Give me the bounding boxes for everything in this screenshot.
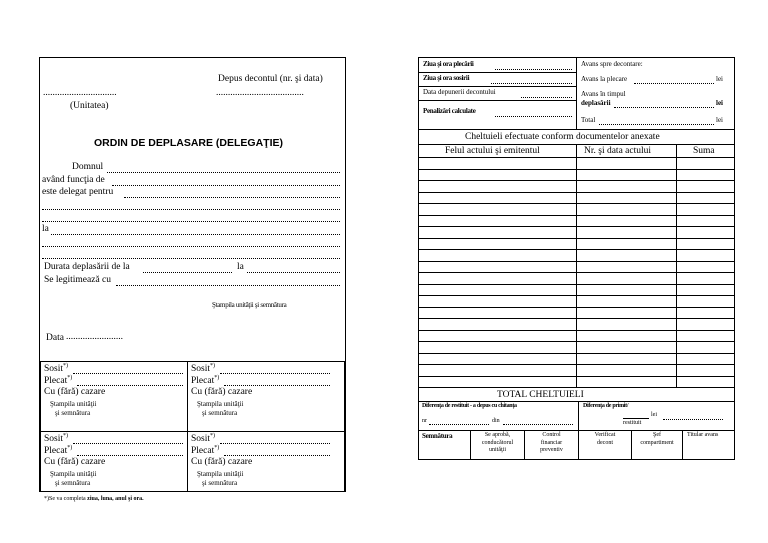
table-row[interactable] (419, 284, 734, 285)
table-row[interactable] (419, 203, 734, 204)
stampila-label: Ştampila unităţii (197, 470, 244, 478)
semnatura-label: şi semnătura (55, 409, 91, 417)
stamp-box-2: Sosit*) Plecat*) Cu (fără) cazare Ştampila unităţii şi semnătura (187, 361, 345, 432)
plecat-line[interactable] (77, 455, 183, 456)
table-row[interactable] (419, 238, 734, 239)
plecat-line[interactable] (224, 385, 330, 386)
nr-line[interactable] (429, 424, 489, 425)
sef-cell: Şef compartiment (640, 432, 674, 446)
stamp-box-3: Sosit*) Plecat*) Cu (fără) cazare Ştampila unităţii şi semnătura (40, 431, 188, 492)
sosit-line[interactable] (73, 373, 183, 374)
avans-plecare-line[interactable] (634, 83, 714, 84)
sosit-line[interactable] (73, 443, 183, 444)
ziua-sosirii-line[interactable] (491, 83, 572, 84)
footnote: *)Se va completa ziua, luna, anul şi ora. (44, 496, 144, 502)
durata-to-line[interactable] (247, 272, 340, 273)
table-row[interactable] (419, 295, 734, 296)
cazare-label: Cu (fără) cazare (44, 457, 106, 467)
table-row[interactable] (419, 353, 734, 354)
table-row[interactable] (419, 226, 734, 227)
delegat-line-3[interactable] (42, 221, 340, 222)
legitimeaza-label: Se legitimează cu (44, 275, 111, 285)
deplasarii-label: deplasării (581, 99, 611, 107)
ziua-plecarii-label: Ziua şi ora plecării (423, 60, 474, 68)
lei-label: lei (716, 116, 723, 124)
semnatura-label: şi semnătura (202, 479, 238, 487)
cazare-label: Cu (fără) cazare (44, 387, 106, 397)
cazare-label: Cu (fără) cazare (191, 457, 253, 467)
durata-label: Durata deplasării de la (44, 262, 130, 272)
col-suma-header: Suma (693, 146, 715, 156)
sosit-label: Sosit (191, 434, 211, 445)
data-depunerii-line[interactable] (521, 97, 572, 98)
data-dots[interactable]: ........................ (66, 332, 123, 342)
cheltuieli-title: Cheltuieli efectuate conform documentelor anexate (465, 132, 660, 142)
col-felul-header: Felul actului şi emitentul (445, 146, 540, 156)
titular-label: Titular avans (687, 432, 719, 438)
table-row[interactable] (419, 364, 734, 365)
table-row[interactable] (419, 215, 734, 216)
stampila-semnatura: Ştampila unităţii şi semnătura (212, 301, 287, 309)
depus-dots: ..................................... (216, 88, 304, 98)
sosit-line[interactable] (220, 443, 330, 444)
col-nr-header: Nr. şi data actului (584, 146, 652, 156)
cazare-label: Cu (fără) cazare (191, 387, 253, 397)
table-row[interactable] (419, 341, 734, 342)
diferenta-restituit-label: Diferenţa de restituit - a depus cu chitanţa (422, 403, 517, 409)
lei-label: lei (716, 75, 723, 83)
expense-report-form (418, 57, 735, 460)
table-row[interactable] (419, 192, 734, 193)
verificat-cell: Verificat decont (594, 432, 616, 446)
avand-functia-label: având funcţia de (42, 175, 105, 185)
total-cheltuieli-label: TOTAL CHELTUIELI (497, 390, 584, 400)
avans-timpul-line[interactable] (614, 107, 714, 108)
ziua-plecarii-line[interactable] (495, 69, 572, 70)
table-row[interactable] (419, 249, 734, 250)
sosit-label: Sosit (44, 364, 64, 375)
total-line[interactable] (599, 124, 714, 125)
plecat-label: Plecat (191, 376, 215, 387)
avans-decontare-label: Avans spre decontare: (581, 60, 643, 68)
din-label: din (492, 418, 500, 424)
nr-label: nr (422, 418, 427, 424)
avans-timpul-label: Avans în timpul (581, 90, 626, 98)
plecat-label: Plecat (191, 446, 215, 457)
lei-label: lei (651, 412, 657, 418)
stampila-label: Ştampila unităţii (50, 400, 97, 408)
durata-la-label: la (237, 262, 244, 272)
stampila-label: Ştampila unităţii (197, 400, 244, 408)
penalizari-label: Penalizări calculate (423, 107, 476, 115)
semnatura-label: şi semnătura (55, 479, 91, 487)
unitatea-dots: ............................... (43, 88, 117, 98)
din-line[interactable] (503, 424, 573, 425)
semnatura-label: Semnătura (422, 432, 453, 440)
table-row[interactable] (419, 272, 734, 273)
table-row[interactable] (419, 180, 734, 181)
durata-from-line[interactable] (143, 272, 232, 273)
table-row[interactable] (419, 261, 734, 262)
sosit-label: Sosit (44, 434, 64, 445)
plecat-label: Plecat (44, 446, 68, 457)
control-cell: Control financiar preventiv (540, 432, 563, 453)
table-row[interactable] (419, 307, 734, 308)
delegat-line-2[interactable] (42, 209, 340, 210)
table-row[interactable] (419, 376, 734, 377)
table-row[interactable] (419, 157, 734, 158)
data-label: Data (46, 333, 64, 343)
avans-plecare-label: Avans la plecare (581, 75, 628, 83)
penalizari-line[interactable] (495, 116, 572, 117)
la-line-3[interactable] (42, 258, 340, 259)
la-line-2[interactable] (42, 246, 340, 247)
total-label: Total (581, 116, 596, 124)
stamp-box-1: Sosit*) Plecat*) Cu (fără) cazare Ştampila unităţii şi semnătura (40, 361, 188, 432)
form-title: ORDIN DE DEPLASARE (DELEGAŢIE) (94, 137, 284, 149)
ziua-sosirii-label: Ziua şi ora sosirii (423, 74, 470, 82)
delegat-line[interactable] (124, 197, 340, 198)
table-row[interactable] (419, 318, 734, 319)
restituit-label: restituit (623, 420, 642, 426)
la-label: la (42, 224, 49, 234)
stampila-label: Ştampila unităţii (50, 470, 97, 478)
legitimeaza-line[interactable] (116, 285, 340, 286)
unitatea-label: (Unitatea) (70, 101, 109, 111)
plecat-line[interactable] (77, 385, 183, 386)
domnul-label: Domnul (72, 162, 104, 172)
plecat-line[interactable] (224, 455, 330, 456)
sosit-line[interactable] (220, 373, 330, 374)
diferenta-line[interactable] (663, 419, 723, 420)
semnatura-label: şi semnătura (202, 409, 238, 417)
depus-decontul-label: Depus decontul (nr. şi data) (218, 74, 323, 84)
este-delegat-label: este delegat pentru (42, 187, 114, 197)
sosit-label: Sosit (191, 364, 211, 375)
se-aproba-cell: Se aprobă, conducătorul unităţii (481, 432, 514, 453)
functia-line[interactable] (112, 185, 340, 186)
domnul-line[interactable] (107, 172, 340, 173)
lei-label: lei (716, 99, 723, 107)
stamp-box-4: Sosit*) Plecat*) Cu (fără) cazare Ştampila unităţii şi semnătura (187, 431, 345, 492)
diferenta-primit-label: Diferenţa de primit/ (583, 403, 629, 409)
la-line[interactable] (51, 234, 340, 235)
data-depunerii-label: Data depunerii decontului (423, 88, 496, 96)
table-row[interactable] (419, 330, 734, 331)
table-row[interactable] (419, 169, 734, 170)
table-row[interactable] (419, 387, 734, 388)
travel-order-form (39, 57, 346, 492)
plecat-label: Plecat (44, 376, 68, 387)
